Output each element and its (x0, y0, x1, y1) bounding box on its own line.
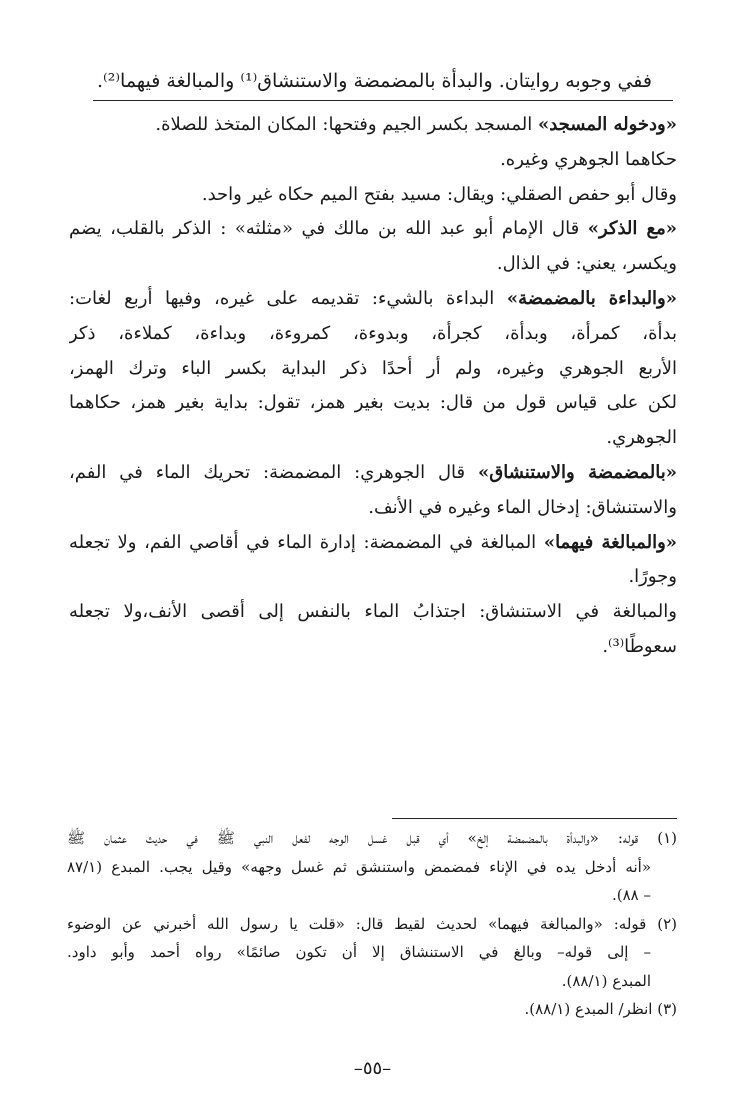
term: «بالمضمضة والاستنشاق» (478, 461, 677, 483)
body-line (69, 178, 677, 213)
body-line (69, 352, 677, 387)
body-line (69, 456, 677, 491)
page-header-line: ففي وجوبه روايتان. والبدأة بالمضمضة والاستنشاق⁽¹⁾ والمبالغة فيهما⁽²⁾. (97, 70, 652, 92)
line-text: الجوهري. (606, 427, 677, 449)
line-text: لكن على قياس قول من قال: بديت بغير همز، تقول: بداية بغير همز، حكاهما (69, 392, 677, 414)
line-text: الأربع الجوهري وغيره، ولم أر أحدًا ذكر البداية بكسر الباء وترك الهمز، (69, 357, 677, 379)
footnote-rule (392, 818, 677, 819)
body-line (69, 247, 677, 282)
footnote-line: (٣) انظر/ المبدع (٨٨/١). (524, 1000, 677, 1018)
line-text: المسجد بكسر الجيم وفتحها: المكان المتخذ للصلاة. (155, 114, 538, 135)
line-text: والاستنشاق: إدخال الماء وغيره في الأنف. (368, 496, 677, 518)
term: «والمبالغة فيهما» (543, 531, 677, 553)
body-line (69, 560, 677, 595)
body-line (69, 595, 677, 630)
footnotes (67, 824, 677, 1024)
line-text: والمبالغة في الاستنشاق: اجتذابُ الماء بالنفس إلى أقصى الأنف،ولا تجعله (69, 601, 677, 623)
line-text: المبالغة في المضمضة: إدارة الماء في أقاصي الفم، ولا تجعله (69, 531, 544, 553)
footnote-line: (١) قوله: «والبدأة بالمضمضة إلخ» أي قبل غسل الوجه لفعل النبي ﷺ في حديث عثمان ﷺ (67, 829, 677, 847)
body-line (69, 386, 677, 421)
footnote-line: (٢) قوله: «والمبالغة فيهما» لحديث لقيط قال: «قلت يا رسول الله أخبرني عن الوضوء (67, 914, 677, 933)
line-text: ويكسر، يعني: في الذال. (496, 253, 677, 275)
body-line (69, 630, 677, 665)
body-line (69, 317, 677, 352)
body-line (69, 421, 677, 456)
body-line (69, 491, 677, 526)
line-text: وجورًا. (628, 566, 677, 588)
body-line (69, 212, 677, 247)
term: «مع الذكر» (587, 218, 677, 240)
line-text: قال الجوهري: المضمضة: تحريك الماء في الفم، (69, 461, 479, 483)
body-line (69, 282, 677, 317)
line-text: حكاهما الجوهري وغيره. (500, 148, 677, 170)
body-line (69, 143, 677, 178)
line-text: سعوطًا⁽³⁾. (602, 635, 677, 657)
term: «ودخوله المسجد» (537, 114, 677, 135)
body-line (69, 108, 677, 143)
footnote-line: – ٨٨). (611, 886, 651, 904)
line-text: البداءة بالشيء: تقديمه على غيره، وفيها أربع لغات: (69, 287, 507, 309)
page-number: –٥٥– (353, 1058, 392, 1079)
line-text: بدأة، كمرأة، وبدأة، كجرأة، وبدوءة، كمروءة، وبداءة، كملاءة، ذكر (69, 322, 677, 344)
footnote-line: المبدع (٨٨/١). (561, 971, 651, 990)
body-text (69, 108, 677, 665)
footnote-line: «أنه أدخل يده في الإناء فمضمض واستنشق ثم غسل وجهه» وقيل يجب. المبدع (٨٧/١ (67, 857, 651, 876)
line-text: قال الإمام أبو عبد الله بن مالك في «مثلثه» : الذكر بالقلب، يضم (69, 218, 588, 240)
header-rule (93, 100, 673, 101)
line-text: وقال أبو حفص الصقلي: ويقال: مسيد بفتح الميم حكاه غير واحد. (201, 183, 677, 205)
body-line (69, 526, 677, 561)
footnote-line: – إلى قوله– وبالغ في الاستنشاق إلا أن تكون صائمًا» رواه أحمد وأبو داود. (67, 943, 651, 961)
term: «والبداءة بالمضمضة» (506, 287, 677, 309)
